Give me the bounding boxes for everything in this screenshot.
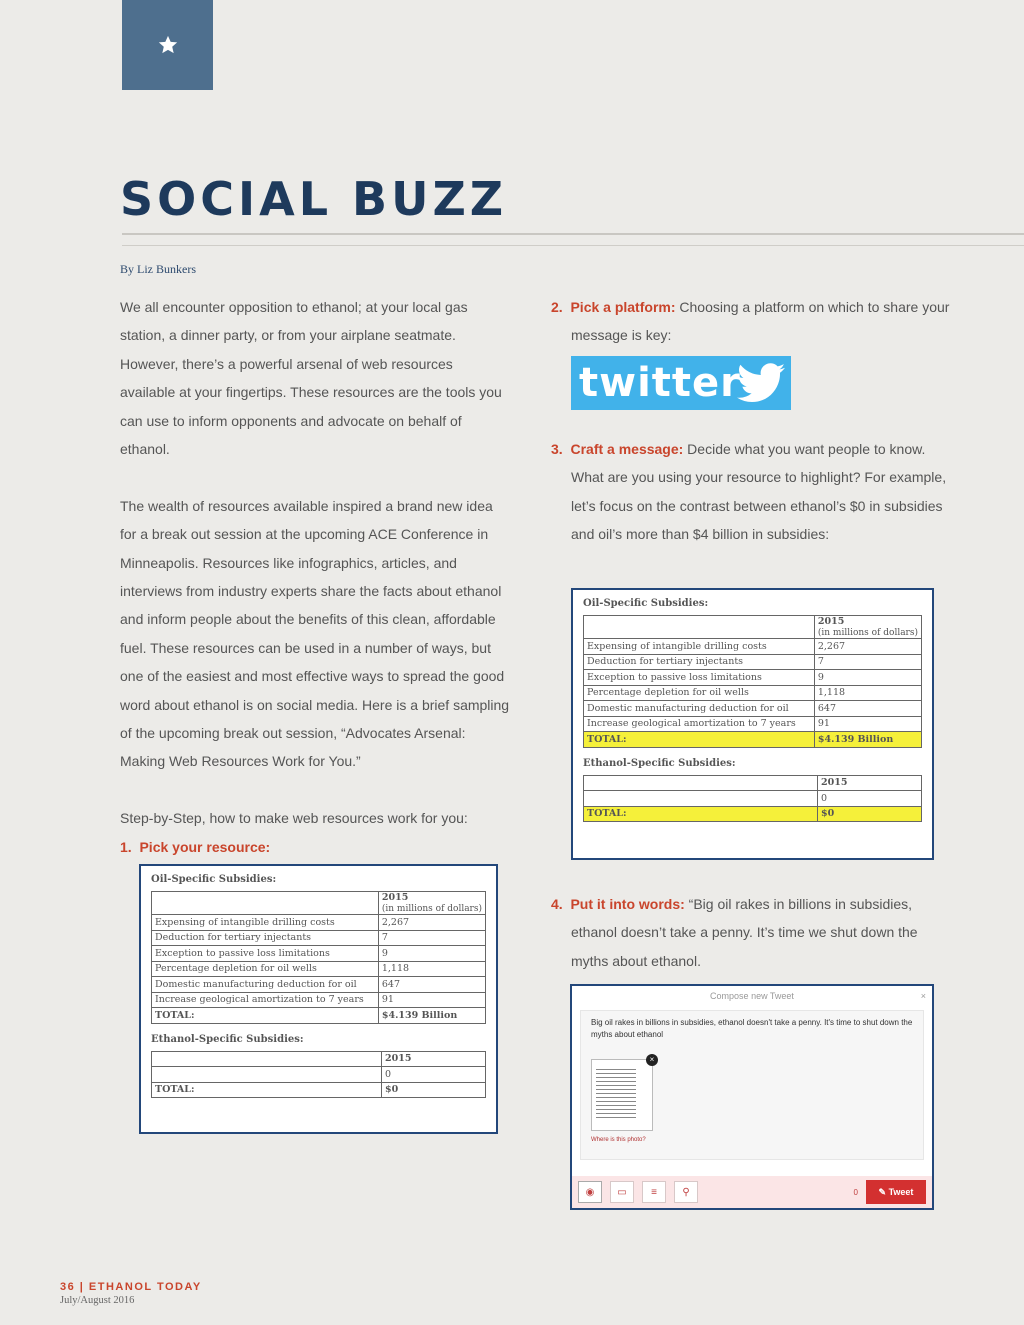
paragraph: We all encounter opposition to ethanol; at your local gas station, a dinner party, or from your airplane seatmate. However, there’s a powerful arsenal of web resources available at your fingertips. These resources are the tools you can use to inform opponents and advocate on behalf of ethanol. (120, 299, 502, 458)
table-row: Domestic manufacturing deduction for oil 647 (152, 977, 486, 993)
step-number: 1. (120, 838, 132, 855)
tweet-button[interactable]: ✎ Tweet (866, 1180, 926, 1204)
table-row: 0 (152, 1067, 486, 1083)
subsidy-table-image (139, 864, 498, 1134)
table-row: Deduction for tertiary injectants 7 (152, 930, 486, 946)
table-row: Increase geological amortization to 7 years 91 (584, 716, 922, 732)
composer-title: Compose new Tweet (710, 991, 794, 1001)
step-1-heading (120, 833, 510, 861)
table-row: Exception to passive loss limitations 9 (152, 946, 486, 962)
step-lead: Pick your resource: (139, 838, 271, 855)
table-row: Expensing of intangible drilling costs 2,267 (152, 915, 486, 931)
close-icon[interactable]: × (920, 991, 926, 1001)
step-lead: Put it into words: (570, 896, 685, 912)
byline: By Liz Bunkers (120, 262, 196, 276)
ethanol-heading: Ethanol-Specific Subsidies: (151, 1033, 304, 1045)
twitter-wordmark: twitter (579, 360, 741, 406)
total-row: TOTAL: $0 (584, 806, 922, 822)
table-row: 0 (584, 791, 922, 807)
page-footer: 36 | ETHANOL TODAY (60, 1281, 202, 1293)
photo-location[interactable]: Where is this photo? (591, 1137, 646, 1143)
table-row: 2015 (152, 1051, 486, 1067)
step-text: Decide what you want people to know. What are you using your resource to highlight? For example, let’s focus on the contrast between ethanol’s $0 in subsidies and oil’s more than $4 billion in subsidies: (571, 441, 947, 543)
table-cell (584, 616, 815, 639)
tweet-text: Big oil rakes in billions in subsidies, ethanol doesn't take a penny. It's time to shut down the myths about ethanol (591, 1018, 913, 1039)
step-number: 2. (551, 299, 563, 315)
location-pin-icon[interactable]: ⚲ (674, 1181, 698, 1203)
character-count: 0 (853, 1187, 858, 1197)
left-column (120, 293, 510, 861)
tweet-button-label: Tweet (888, 1187, 914, 1197)
table-row: Exception to passive loss limitations 9 (584, 670, 922, 686)
step-lead: Craft a message: (570, 441, 684, 457)
remove-image-icon[interactable]: × (646, 1054, 658, 1066)
attached-image-thumbnail (591, 1055, 655, 1131)
oil-table (151, 891, 486, 1024)
composer-toolbar (572, 1176, 932, 1208)
tweet-text-area[interactable] (580, 1010, 924, 1160)
composer-header (572, 986, 932, 1006)
table-row: 2015 (584, 775, 922, 791)
total-row: TOTAL: $0 (152, 1082, 486, 1098)
star-icon (157, 34, 179, 56)
poll-icon[interactable]: ≡ (642, 1181, 666, 1203)
year-cell: 2015 (in millions of dollars) (814, 616, 921, 639)
gif-icon[interactable]: ▭ (610, 1181, 634, 1203)
oil-table (583, 615, 922, 748)
divider (122, 245, 1024, 246)
twitter-bird-icon (735, 363, 787, 403)
ethanol-table (151, 1051, 486, 1099)
total-row: TOTAL: $4.139 Billion (152, 1008, 486, 1024)
page-title: SOCIAL BUZZ (120, 172, 508, 226)
table-row: Percentage depletion for oil wells 1,118 (152, 961, 486, 977)
total-row: TOTAL: $4.139 Billion (584, 732, 922, 748)
thumbnail-content (596, 1066, 636, 1120)
ethanol-heading: Ethanol-Specific Subsidies: (583, 757, 736, 769)
star-badge (122, 0, 213, 90)
step-number: 3. (551, 441, 563, 457)
step-4 (551, 890, 951, 975)
twitter-logo (571, 356, 791, 410)
divider (122, 233, 1024, 235)
step-text: Choosing a platform on which to share your message is key: (571, 299, 950, 344)
table-row: Deduction for tertiary injectants 7 (584, 654, 922, 670)
table-row: Expensing of intangible drilling costs 2,267 (584, 639, 922, 655)
table-cell (152, 892, 379, 915)
table-row: Percentage depletion for oil wells 1,118 (584, 685, 922, 701)
step-lead: Pick a platform: (570, 299, 676, 315)
step-number: 4. (551, 896, 563, 912)
table-row: Domestic manufacturing deduction for oil 647 (584, 701, 922, 717)
year-cell: 2015 (in millions of dollars) (378, 892, 485, 915)
step-2 (551, 293, 951, 350)
ethanol-table (583, 775, 922, 823)
step-text: “Big oil rakes in billions in subsidies, ethanol doesn’t take a penny. It’s time we shut down the myths about ethanol. (571, 896, 918, 969)
oil-heading: Oil-Specific Subsidies: (583, 598, 709, 609)
tweet-composer (570, 984, 934, 1210)
step-3 (551, 435, 951, 549)
camera-icon[interactable]: ◉ (578, 1181, 602, 1203)
table-row: Increase geological amortization to 7 years 91 (152, 992, 486, 1008)
paragraph: Step-by-Step, how to make web resources work for you: (120, 810, 468, 827)
subsidy-table-highlighted-image (571, 588, 934, 860)
paragraph: The wealth of resources available inspired a brand new idea for a break out session at the upcoming ACE Conference in Minneapolis. Resources like infographics, articles, and interviews from industry experts share the facts about ethanol and inform people about the benefits of this clean, affordable fuel. These resources can be used in a number of ways, but one of the easiest and most effective ways to spread the good word about ethanol is on social media. Here is a brief sampling of the upcoming break out session, “Advocates Arsenal: Making Web Resources Work for You.” (120, 497, 510, 770)
issue-date: July/August 2016 (60, 1295, 135, 1306)
oil-heading: Oil-Specific Subsidies: (151, 874, 277, 885)
